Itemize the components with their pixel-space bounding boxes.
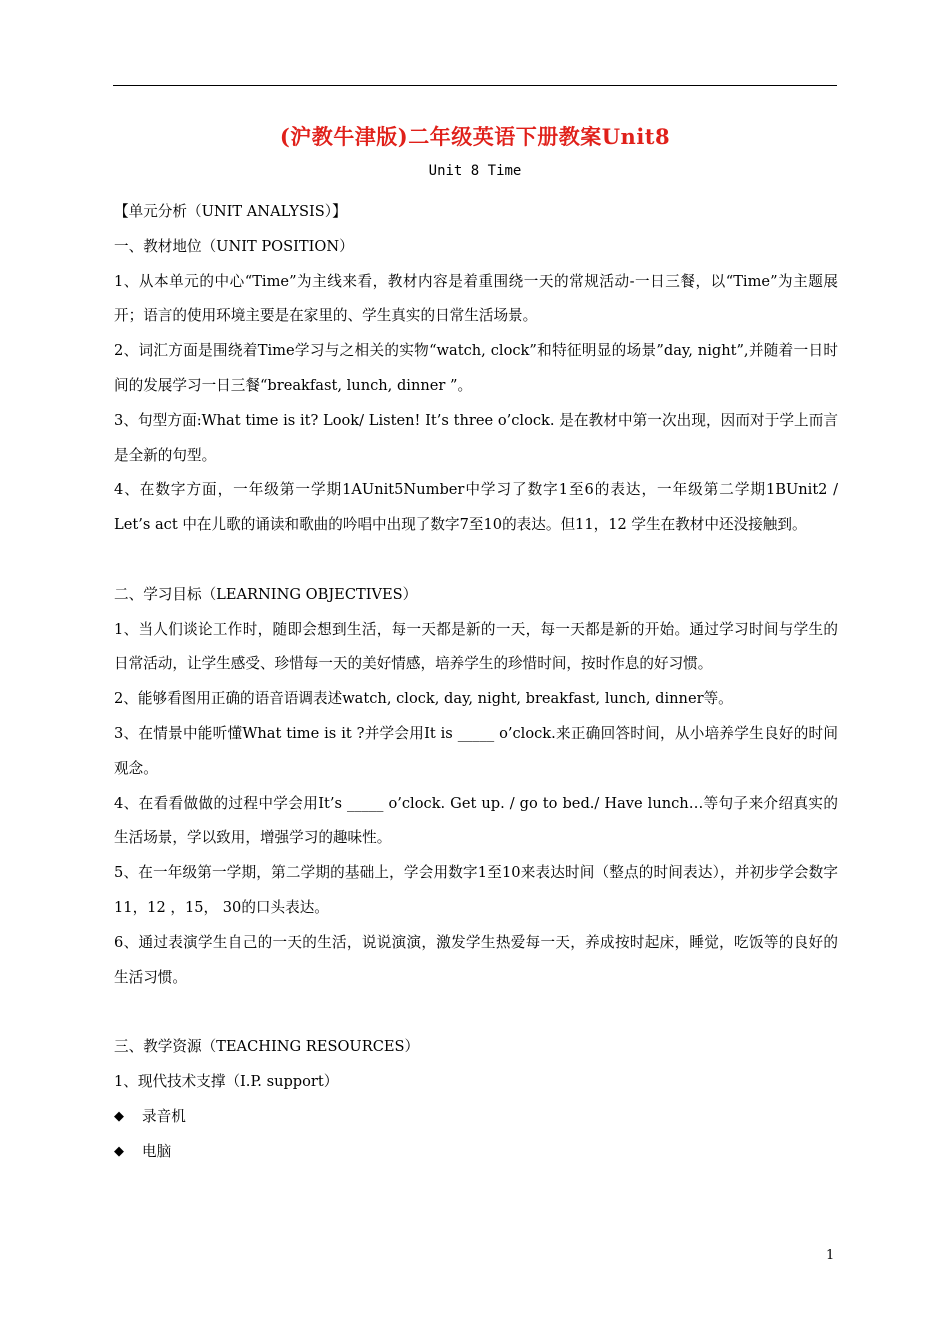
section-1-item: 3、句型方面:What time is it? Look/ Listen! It’s three o’clock. 是在教材中第一次出现，因而对于学上而言是全新的句型。	[114, 411, 838, 464]
section-2-item: 4、在看看做做的过程中学会用It’s _____ o’clock. Get up. / go to bed./ Have lunch…等句子来介绍真实的生活场景，学以致用，增强学习的趣味性。	[114, 794, 838, 847]
bullet-item	[114, 1135, 838, 1170]
bullet-text: 录音机	[142, 1107, 186, 1125]
section-2-item: 1、当人们谈论工作时，随即会想到生活，每一天都是新的一天，每一天都是新的开始。通过学习时间与学生的日常活动，让学生感受、珍惜每一天的美好情感，培养学生的珍惜时间，按时作息的好习惯。	[114, 620, 838, 673]
diamond-bullet-icon: ◆	[114, 1143, 124, 1159]
unit-analysis-heading: 【单元分析（UNIT ANALYSIS）】	[114, 203, 347, 220]
section-2-item: 6、通过表演学生自己的一天的生活，说说演演，激发学生热爱每一天，养成按时起床，睡觉，吃饭等的良好的生活习惯。	[114, 933, 838, 986]
section-1-heading: 一、教材地位（UNIT POSITION）	[114, 237, 354, 255]
section-2-item: 5、在一年级第一学期，第二学期的基础上，学会用数字1至10来表达时间（整点的时间表达），并初步学会数字11，12 ，15， 30的口头表达。	[114, 864, 838, 916]
section-3-heading: 三、教学资源（TEACHING RESOURCES）	[114, 1038, 420, 1056]
document-body	[114, 195, 838, 1169]
section-1-item: 1、从本单元的中心“Time”为主线来看，教材内容是着重围绕一天的常规活动-一日三餐，以“Time”为主题展开；语言的使用环境主要是在家里的、学生真实的日常生活场景。	[114, 272, 838, 325]
section-1-item: 4、在数字方面，一年级第一学期1AUnit5Number中学习了数字1至6的表达，一年级第二学期1BUnit2 / Let’s act 中在儿歌的诵读和歌曲的吟唱中出现了数字7至10的表达。但11，12 学生在教材中还没接触到。	[114, 481, 838, 534]
section-1-item: 2、词汇方面是围绕着Time学习与之相关的实物“watch, clock”和特征明显的场景”day, night”,并随着一日时间的发展学习一日三餐“breakfast, lunch, dinner ”。	[114, 342, 838, 394]
document-title: (沪教牛津版)二年级英语下册教案Unit8	[279, 124, 671, 149]
section-2-heading: 二、学习目标（LEARNING OBJECTIVES）	[114, 585, 418, 603]
section-3-subheading: 1、现代技术支撑（I.P. support）	[114, 1072, 339, 1090]
section-gap	[114, 995, 838, 1030]
header-rule	[113, 85, 837, 86]
section-2-item: 2、能够看图用正确的语音语调表述watch, clock, day, night, breakfast, lunch, dinner等。	[114, 690, 733, 708]
document-subtitle: Unit 8 Time	[428, 163, 522, 179]
bullet-item	[114, 1100, 838, 1135]
section-gap	[114, 543, 838, 578]
diamond-bullet-icon: ◆	[114, 1108, 124, 1124]
section-2-item: 3、在情景中能听懂What time is it ?并学会用It is _____ o’clock.来正确回答时间，从小培养学生良好的时间观念。	[114, 724, 838, 777]
page-number: 1	[826, 1248, 835, 1263]
bullet-text: 电脑	[142, 1142, 172, 1160]
